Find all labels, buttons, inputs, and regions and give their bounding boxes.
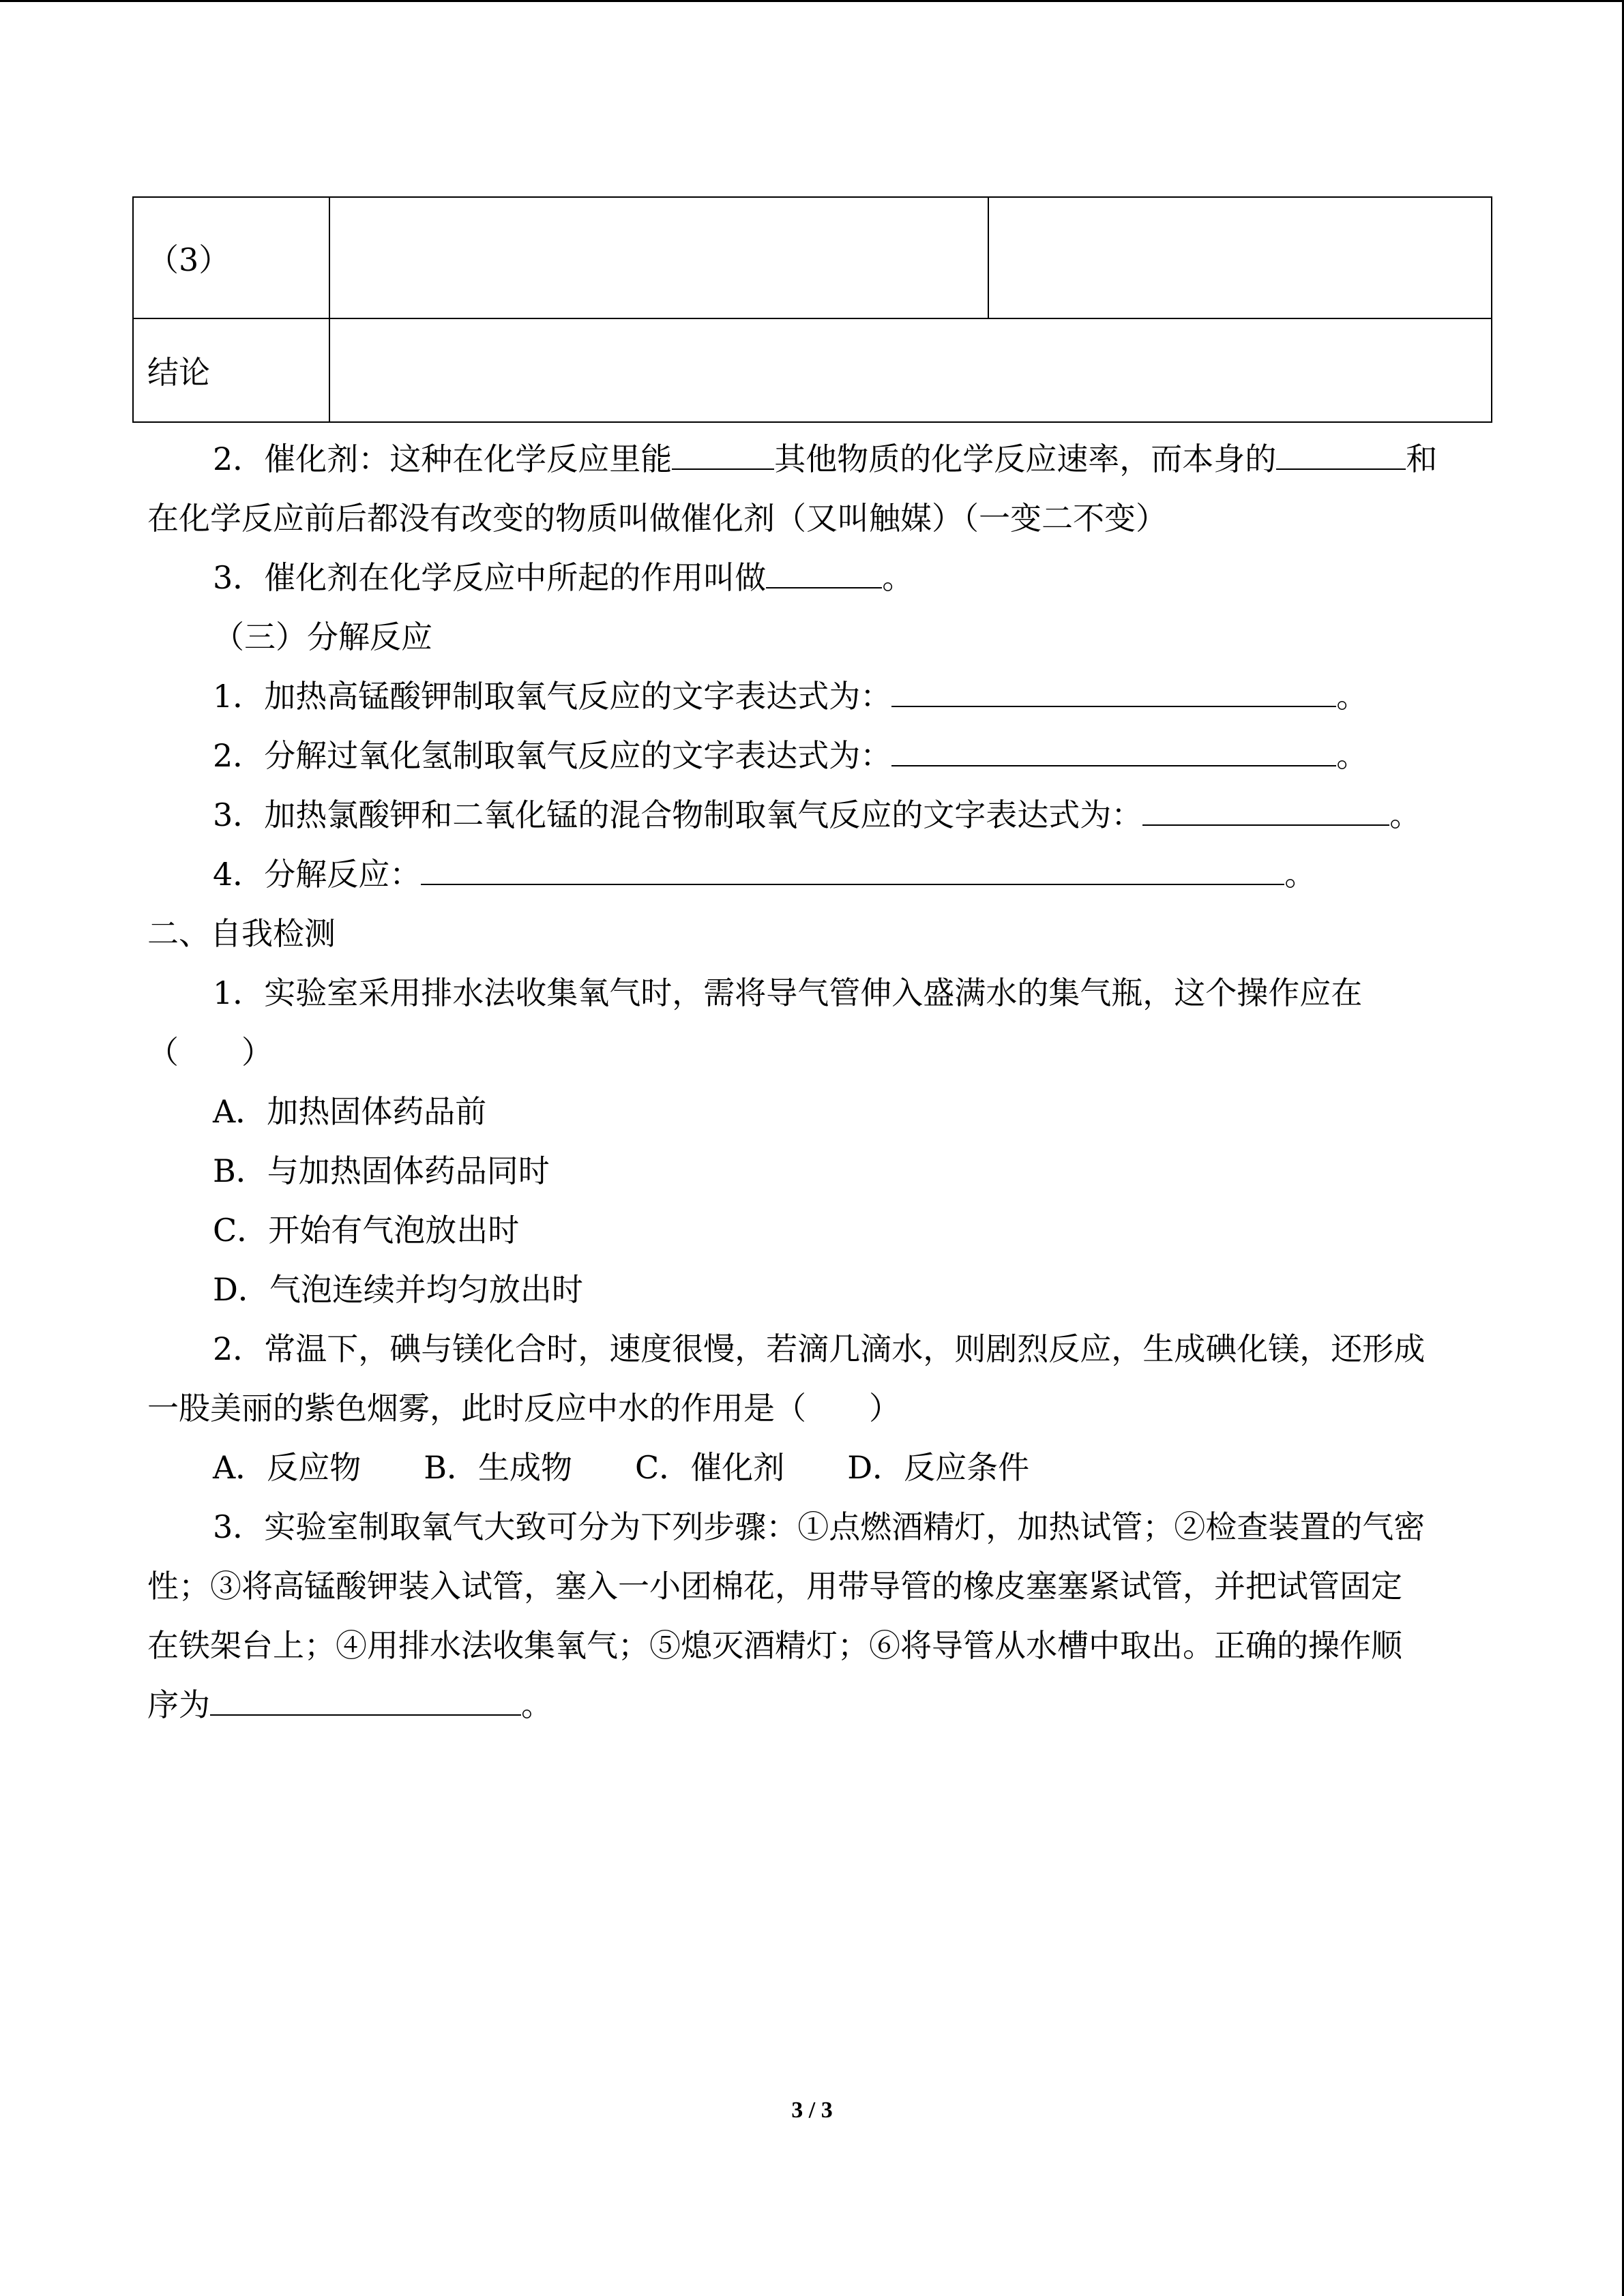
- fill-blank[interactable]: [672, 434, 774, 470]
- fill-blank[interactable]: [210, 1680, 521, 1716]
- experiment-table: [132, 196, 1492, 423]
- text: 。: [1336, 737, 1368, 774]
- definition-line: [147, 845, 1484, 904]
- question-3-answer: [147, 1675, 1484, 1735]
- text: 其他物质的化学反应速率，而本身的: [774, 441, 1277, 477]
- text: 。: [882, 559, 914, 596]
- text: 。: [1284, 856, 1316, 893]
- row-label: 结论: [133, 318, 329, 422]
- catalysis-line: [147, 548, 1484, 608]
- question-2-cont: 一股美丽的紫色烟雾，此时反应中水的作用是（ ）: [147, 1390, 900, 1427]
- fill-blank[interactable]: [1142, 790, 1389, 826]
- page-number: 3 / 3: [791, 2098, 833, 2123]
- text: 2．催化剂：这种在化学反应里能: [213, 441, 673, 477]
- text: 1．加热高锰酸钾制取氧气反应的文字表达式为：: [213, 678, 892, 715]
- fill-blank[interactable]: [891, 672, 1336, 707]
- page-border-top: [0, 0, 1624, 2]
- option-d[interactable]: D．气泡连续并均匀放出时: [213, 1271, 583, 1308]
- fill-blank[interactable]: [421, 850, 1284, 885]
- option-c[interactable]: C．开始有气泡放出时: [213, 1212, 520, 1249]
- question-1: 1．实验室采用排水法收集氧气时，需将导气管伸入盛满水的集气瓶，这个操作应在: [213, 974, 1363, 1011]
- table-cell[interactable]: [329, 197, 988, 318]
- fill-blank[interactable]: [1276, 434, 1406, 470]
- text: 3．加热氯酸钾和二氧化锰的混合物制取氧气反应的文字表达式为：: [213, 796, 1143, 833]
- question-2-options[interactable]: A．反应物 B．生成物 C．催化剂 D．反应条件: [213, 1449, 1030, 1486]
- text-line: 在化学反应前后都没有改变的物质叫做催化剂（又叫触媒）（一变二不变）: [147, 500, 1167, 537]
- option-a[interactable]: A．加热固体药品前: [213, 1093, 487, 1130]
- text: 。: [521, 1686, 552, 1723]
- text: 。: [1336, 678, 1368, 715]
- fill-blank[interactable]: [891, 731, 1336, 766]
- table-row: [133, 197, 1492, 318]
- question-3-cont: 在铁架台上；④用排水法收集氧气；⑤熄灭酒精灯；⑥将导管从水槽中取出。正确的操作顺: [147, 1627, 1402, 1664]
- text: 2．分解过氧化氢制取氧气反应的文字表达式为：: [213, 737, 892, 774]
- text: 。: [1389, 796, 1421, 833]
- row-label: （3）: [133, 197, 329, 318]
- text: 序为: [147, 1686, 210, 1723]
- equation-line: [147, 786, 1484, 845]
- document-body: [147, 430, 1484, 1735]
- text: 4．分解反应：: [213, 856, 422, 893]
- question-3-cont: 性；③将高锰酸钾装入试管，塞入一小团棉花，用带导管的橡皮塞塞紧试管，并把试管固定: [147, 1568, 1402, 1605]
- text: 3．催化剂在化学反应中所起的作用叫做: [213, 559, 767, 596]
- option-b[interactable]: B．与加热固体药品同时: [213, 1152, 550, 1189]
- equation-line: [147, 667, 1484, 726]
- table-cell[interactable]: [329, 318, 1492, 422]
- catalyst-definition-line: [147, 430, 1484, 489]
- table-cell[interactable]: [988, 197, 1492, 318]
- question-3: 3．实验室制取氧气大致可分为下列步骤：①点燃酒精灯，加热试管；②检查装置的气密: [213, 1508, 1426, 1545]
- equation-line: [147, 726, 1484, 786]
- section-heading: 二、自我检测: [147, 915, 336, 952]
- fill-blank[interactable]: [766, 553, 882, 588]
- section-heading: （三）分解反应: [213, 618, 432, 655]
- answer-bracket[interactable]: （ ）: [147, 1034, 273, 1071]
- table-row: [133, 318, 1492, 422]
- text: 和: [1406, 441, 1438, 477]
- question-2: 2．常温下，碘与镁化合时，速度很慢，若滴几滴水，则剧烈反应，生成碘化镁，还形成: [213, 1330, 1426, 1367]
